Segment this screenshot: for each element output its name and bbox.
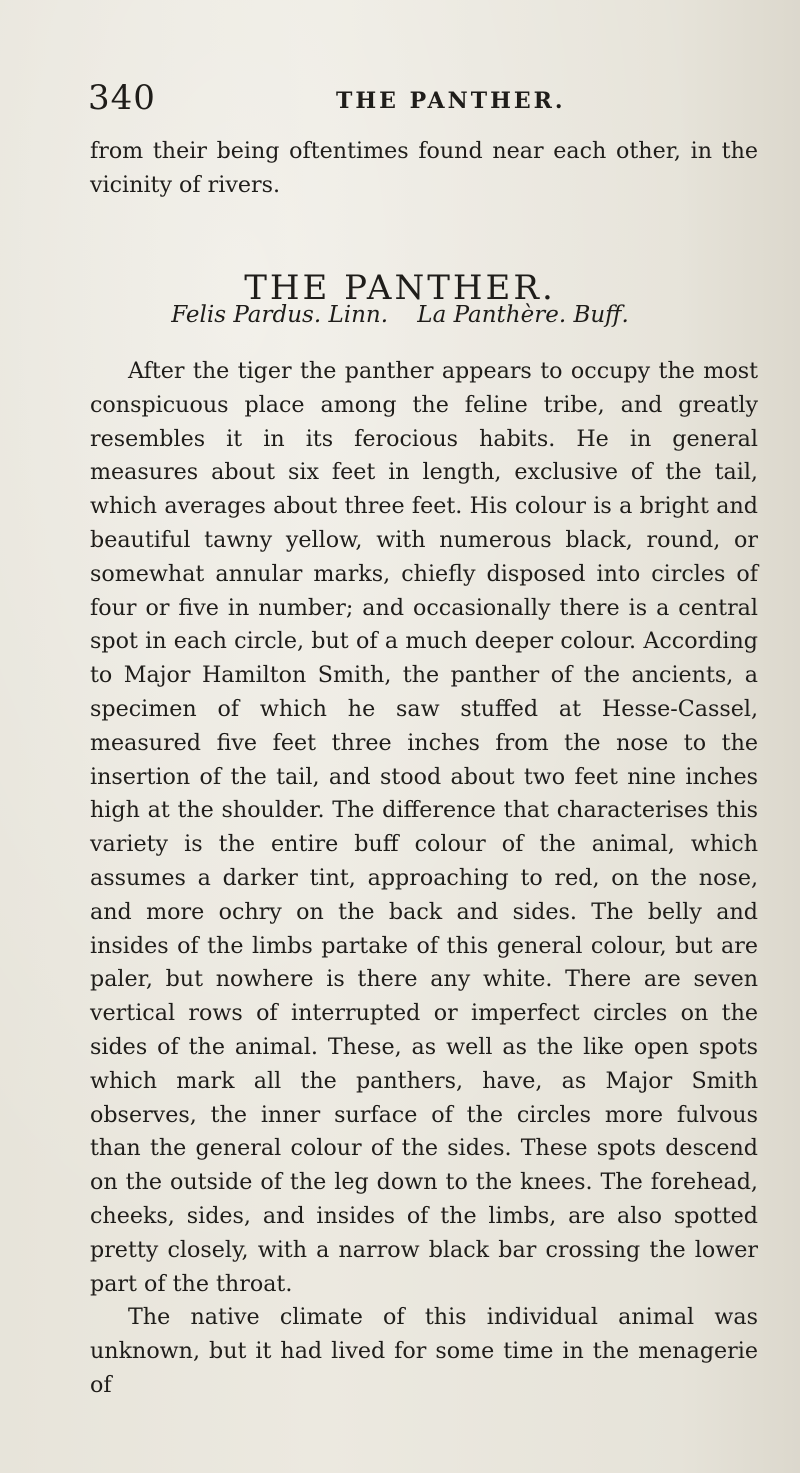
continuation-text: from their being oftentimes found near each other, in the vicinity of rivers. xyxy=(90,138,758,198)
page-number: 340 xyxy=(88,78,156,118)
running-head xyxy=(88,78,740,118)
synonym-buffon: La Panthère. Buff. xyxy=(417,302,629,328)
synonym-linnaeus: Felis Pardus. Linn. xyxy=(171,302,389,328)
running-title: THE PANTHER. xyxy=(336,88,566,114)
continuation-paragraph xyxy=(90,135,758,203)
section-title: THE PANTHER. xyxy=(244,268,556,308)
paragraph: The native climate of this individual animal was unknown, but it had lived for some time in the menagerie of xyxy=(90,1304,758,1398)
section-synonyms xyxy=(0,302,800,328)
paragraph: After the tiger the panther appears to occupy the most conspicuous place among the feline tribe, and greatly resembles it in its ferocious habits. He in general measures about six feet in length, exclusive of the tail, which averages about three feet. His colour is a bright and beautiful tawny yellow, with numerous black, round, or somewhat annular marks, chiefly disposed into circles of four or five in number; and occasionally there is a central spot in each circle, but of a much deeper colour. According to Major Hamilton Smith, the panther of the ancients, a specimen of which he saw stuffed at Hesse-Cassel, measured five feet three inches from the nose to the insertion of the tail, and stood about two feet nine inches high at the shoulder. The difference that characterises this variety is the entire buff colour of the animal, which assumes a darker tint, approaching to red, on the nose, and more ochry on the back and sides. The belly and insides of the limbs partake of this general colour, but are paler, but nowhere is there any white. There are seven vertical rows of interrupted or imperfect circles on the sides of the animal. These, as well as the like open spots which mark all the panthers, have, as Major Smith observes, the inner surface of the circles more fulvous than the general colour of the sides. These spots descend on the outside of the leg down to the knees. The forehead, cheeks, sides, and insides of the limbs, are also spotted pretty closely, with a narrow black bar crossing the lower part of the throat. xyxy=(90,358,758,1297)
main-text xyxy=(90,355,758,1403)
